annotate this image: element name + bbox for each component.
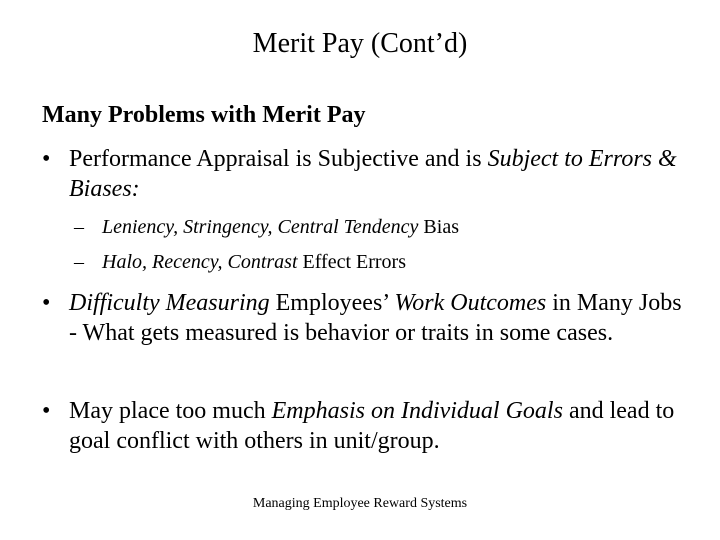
- dash-icon: –: [74, 216, 84, 238]
- sub-item-bias: [74, 216, 459, 239]
- bullet-item-measuring: [42, 288, 682, 348]
- sub-item-errors: [74, 251, 406, 274]
- bullet-item-emphasis: [42, 396, 682, 456]
- sub-text: Leniency, Stringency, Central Tendency Bias: [102, 216, 459, 238]
- slide-footer: Managing Employee Reward Systems: [252, 496, 468, 511]
- bullet-text: May place too much Emphasis on Individual Goals and lead to goal conflict with others in unit/group.: [69, 398, 675, 454]
- dash-icon: –: [74, 251, 84, 273]
- bullet-text: Difficulty Measuring Employees’ Work Outcomes in Many Jobs - What gets measured is behavior or traits in some cases.: [69, 290, 682, 346]
- bullet-item-appraisal: [42, 144, 682, 204]
- bullet-icon: •: [42, 398, 51, 424]
- bullet-icon: •: [42, 290, 51, 316]
- sub-text: Halo, Recency, Contrast Effect Errors: [102, 251, 406, 273]
- bullet-icon: •: [42, 146, 51, 172]
- section-heading: Many Problems with Merit Pay: [42, 102, 366, 128]
- slide-title: Merit Pay (Cont’d): [252, 28, 468, 59]
- bullet-text: Performance Appraisal is Subjective and is Subject to Errors & Biases:: [69, 146, 677, 202]
